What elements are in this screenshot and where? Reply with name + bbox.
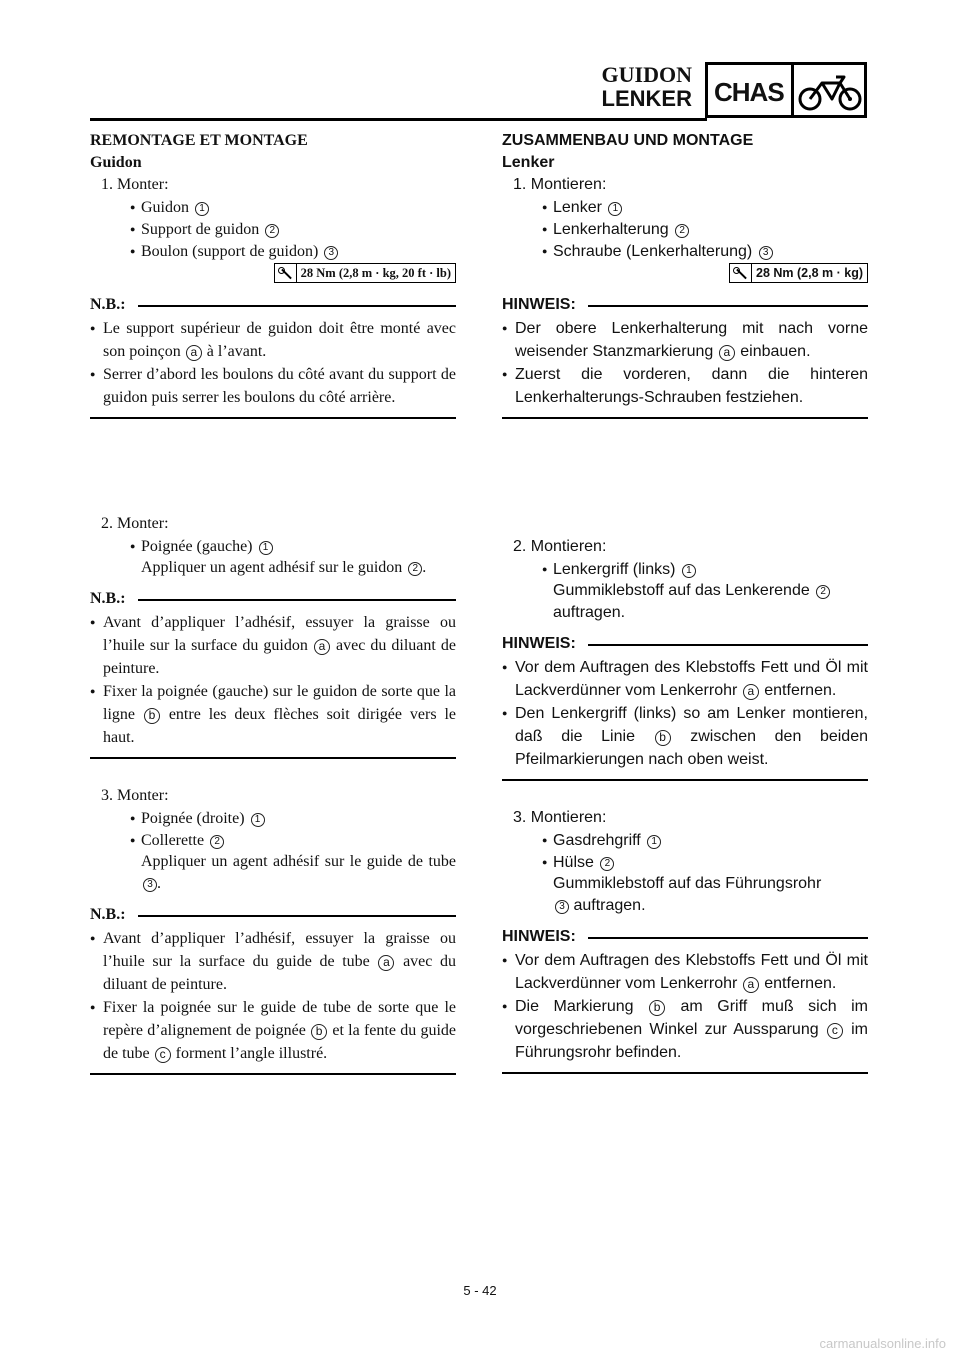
note-label: N.B.: [90, 906, 126, 923]
sub-heading: Guidon [90, 154, 142, 171]
note-item: ● Die Markierung b am Griff muß sich im vorgeschriebenen Winkel zur Aussparung c im Führungsrohr befinden. [502, 995, 868, 1064]
note-block [502, 632, 868, 781]
step-1-item: ● Guidon 1 [90, 196, 456, 218]
step-1-item: ● Boulon (support de guidon) 3 [90, 240, 456, 262]
torque-wrench-icon [275, 264, 297, 282]
note-item: ● Zuerst die vorderen, dann die hinteren Lenkerhalterungs-Schrauben festziehen. [502, 363, 868, 409]
torque-spec: 28 Nm (2,8 m · kg, 20 ft · lb) [90, 263, 456, 285]
note-item: ● Le support supérieur de guidon doit être monté avec son poinçon a à l’avant. [90, 317, 456, 363]
step-2-text: auftragen. [553, 604, 626, 621]
column-german [502, 130, 868, 1074]
step-1: 1. Montieren: [513, 176, 607, 193]
step-1-item: ● Lenkerhalterung 2 [502, 218, 868, 240]
section-heading: ZUSAMMENBAU UND MONTAGE [502, 132, 754, 149]
step-3-item: ● Poignée (droite) 1 [90, 807, 456, 829]
section-badge [705, 62, 867, 118]
step-3-text: Appliquer un agent adhésif sur le guide de tube 3 . [141, 853, 456, 892]
note-item: ● Avant d’appliquer l’adhésif, essuyer la graisse ou l’huile sur la surface du guidon a avec du diluant de peinture. [90, 611, 456, 680]
note-block [502, 925, 868, 1074]
note-item: ● Vor dem Auftragen des Klebstoffs Fett und Öl mit Lackverdünner vom Lenkerrohr a entfernen. [502, 656, 868, 702]
step-2: 2. Montieren: [513, 538, 607, 555]
header-rule [90, 118, 707, 121]
note-item: ● Fixer la poignée (gauche) sur le guidon de sorte que la ligne b entre les deux flèches soit dirigée vers le haut. [90, 680, 456, 749]
sub-heading: Lenker [502, 154, 555, 171]
step-1-item: ● Schraube (Lenkerhalterung) 3 [502, 240, 868, 262]
step-1-item: ● Support de guidon 2 [90, 218, 456, 240]
torque-wrench-icon [730, 264, 752, 282]
note-block [90, 903, 456, 1075]
motorcycle-icon [796, 69, 864, 113]
step-3-text: Gummiklebstoff auf das Führungsrohr [553, 875, 822, 892]
note-item: ● Serrer d’abord les boulons du côté avant du support de guidon puis serrer les boulons du côté arrière. [90, 363, 456, 409]
step-3-item: ● Hülse 2 [502, 851, 868, 873]
note-block [90, 293, 456, 419]
step-2-item: ● Poignée (gauche) 1 [90, 535, 456, 557]
header-title-fr: GUIDON [601, 62, 692, 87]
step-3: 3. Montieren: [513, 809, 607, 826]
step-3-text: 3 auftragen. [502, 895, 868, 917]
note-block [502, 293, 868, 419]
note-block [90, 587, 456, 759]
note-item: ● Vor dem Auftragen des Klebstoffs Fett und Öl mit Lackverdünner vom Lenkerrohr a entfernen. [502, 949, 868, 995]
page-number: 5 - 42 [463, 1283, 497, 1298]
section-label: CHAS [714, 77, 784, 107]
note-label: N.B.: [90, 296, 126, 313]
note-label: HINWEIS: [502, 928, 576, 945]
step-1: 1. Monter: [101, 176, 169, 193]
step-2-text: Appliquer un agent adhésif sur le guidon 2 . [141, 559, 427, 576]
step-3-item: ● Collerette 2 [90, 829, 456, 851]
step-2: 2. Monter: [101, 515, 169, 532]
column-french [90, 130, 456, 1075]
step-3: 3. Monter: [101, 787, 169, 804]
step-1-item: ● Lenker 1 [502, 196, 868, 218]
note-label: N.B.: [90, 590, 126, 607]
torque-spec: 28 Nm (2,8 m · kg) [502, 263, 868, 285]
header-title-de: LENKER [601, 86, 692, 111]
note-item: ● Den Lenkergriff (links) so am Lenker montieren, daß die Linie b zwischen den beiden Pfeilmarkierungen nach oben weist. [502, 702, 868, 771]
note-item: ● Der obere Lenkerhalterung mit nach vorne weisender Stanzmarkierung a einbauen. [502, 317, 868, 363]
step-3-item: ● Gasdrehgriff 1 [502, 829, 868, 851]
note-label: HINWEIS: [502, 635, 576, 652]
note-label: HINWEIS: [502, 296, 576, 313]
note-item: ● Fixer la poignée sur le guide de tube de sorte que le repère d’alignement de poignée b et la fente du guide de tube c forment l’angle illustré. [90, 996, 456, 1065]
section-heading: REMONTAGE ET MONTAGE [90, 132, 308, 149]
step-2-text: Gummiklebstoff auf das Lenkerende 2 [502, 580, 868, 602]
note-item: ● Avant d’appliquer l’adhésif, essuyer la graisse ou l’huile sur la surface du guide de tube a avec du diluant de peinture. [90, 927, 456, 996]
watermark: carmanualsonline.info [819, 1336, 946, 1351]
step-2-item: ● Lenkergriff (links) 1 [502, 558, 868, 580]
